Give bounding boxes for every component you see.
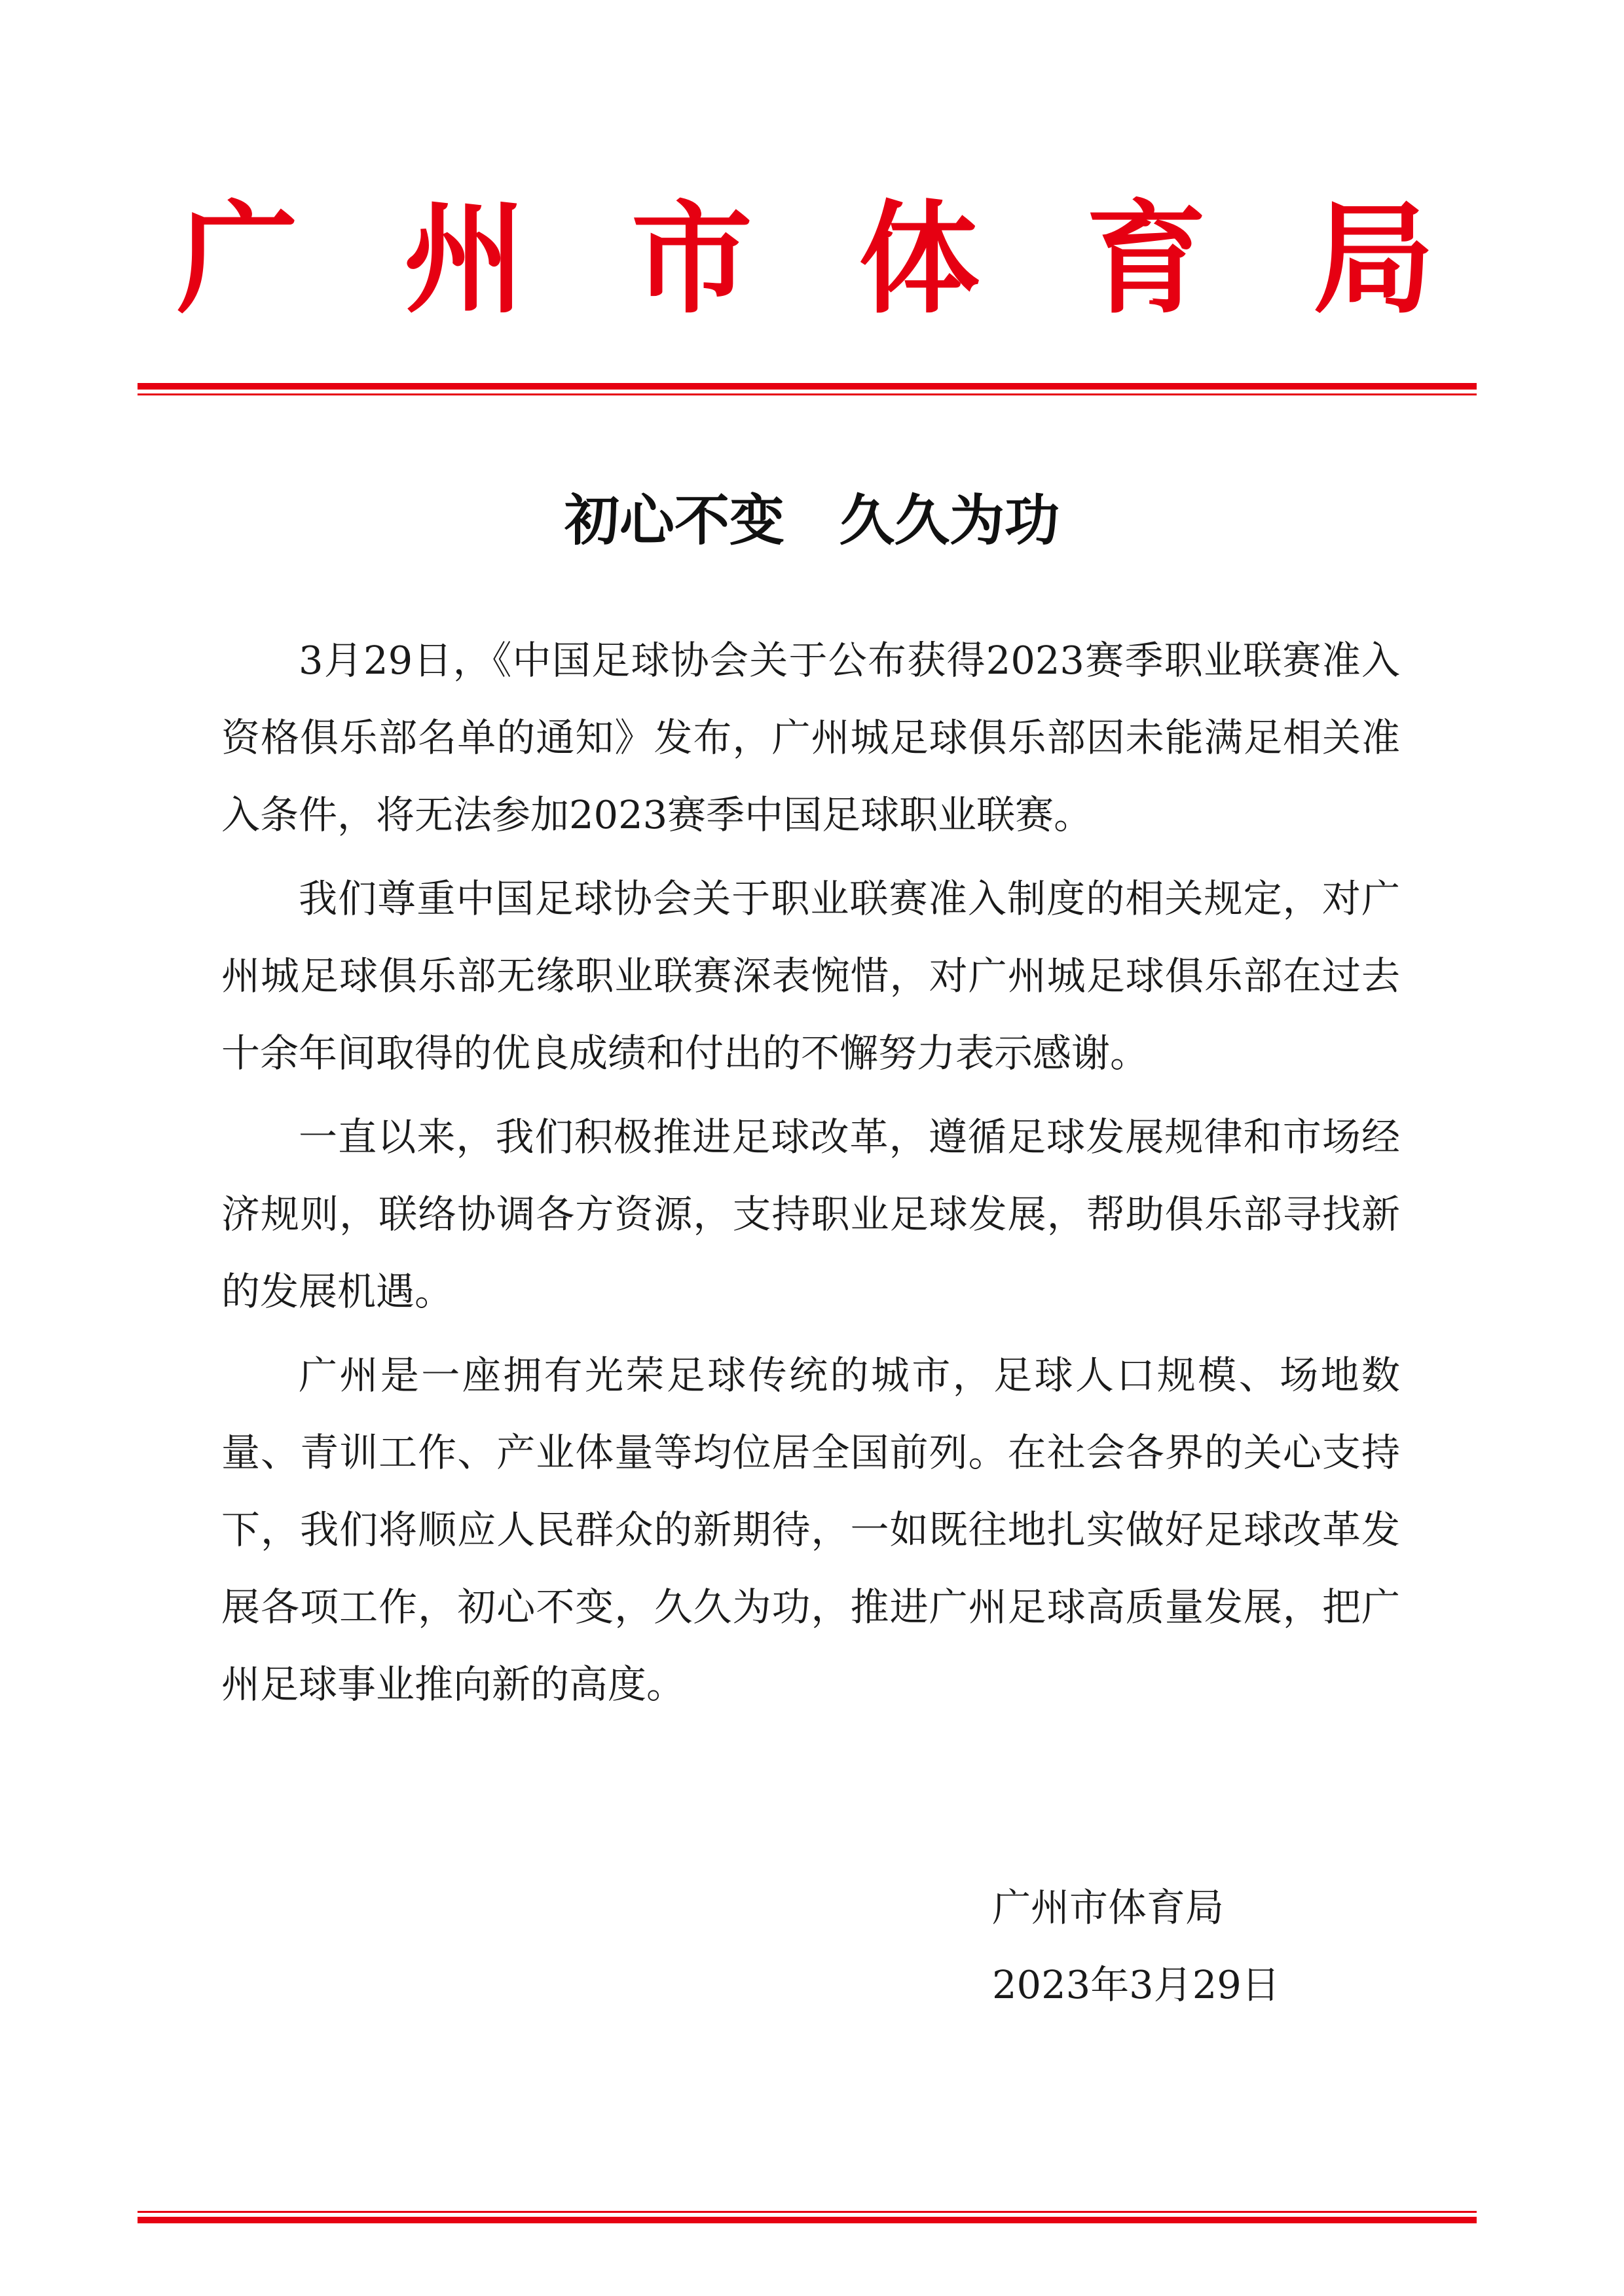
masthead-title — [177, 187, 1434, 331]
body-paragraph: 广州是一座拥有光荣足球传统的城市，足球人口规模、场地数量、青训工作、产业体量等均位居全国前列。在社会各界的关心支持下，我们将顺应人民群众的新期待，一如既往地扎实做好足球改革发展各项工作，初心不变，久久为功，推进广州足球高质量发展，把广州足球事业推向新的高度。 — [221, 1353, 1400, 1707]
signature-org: 广州市体育局 — [992, 1885, 1225, 1930]
masthead-char: 广 — [177, 187, 298, 330]
body-paragraph: 3月29日，《中国足球协会关于公布获得2023赛季职业联赛准入资格俱乐部名单的通知》发布，广州城足球俱乐部因未能满足相关准入条件，将无法参加2023赛季中国足球职业联赛。 — [221, 638, 1400, 837]
document-title: 初心不变 久久为功 — [564, 488, 1060, 553]
footer-divider-thin — [138, 2211, 1477, 2213]
header-divider — [138, 383, 1477, 395]
document-body — [221, 622, 1400, 1730]
masthead-char: 州 — [404, 187, 525, 330]
body-paragraph: 一直以来，我们积极推进足球改革，遵循足球发展规律和市场经济规则，联络协调各方资源，支持职业足球发展，帮助俱乐部寻找新的发展机遇。 — [221, 1114, 1400, 1314]
signature-date: 2023年3月29日 — [992, 1962, 1280, 2007]
masthead-char: 体 — [858, 187, 980, 330]
footer-divider-thick — [138, 2217, 1477, 2223]
header-divider-thin — [138, 393, 1477, 395]
masthead-char: 市 — [631, 187, 752, 330]
footer-divider — [138, 2211, 1477, 2223]
signature-block — [992, 1869, 1280, 2024]
masthead-char: 育 — [1086, 187, 1207, 330]
masthead-char: 局 — [1313, 187, 1434, 330]
body-paragraph: 我们尊重中国足球协会关于职业联赛准入制度的相关规定，对广州城足球俱乐部无缘职业联赛深表惋惜，对广州城足球俱乐部在过去十余年间取得的优良成绩和付出的不懈努力表示感谢。 — [221, 876, 1400, 1076]
header-divider-thick — [138, 383, 1477, 390]
